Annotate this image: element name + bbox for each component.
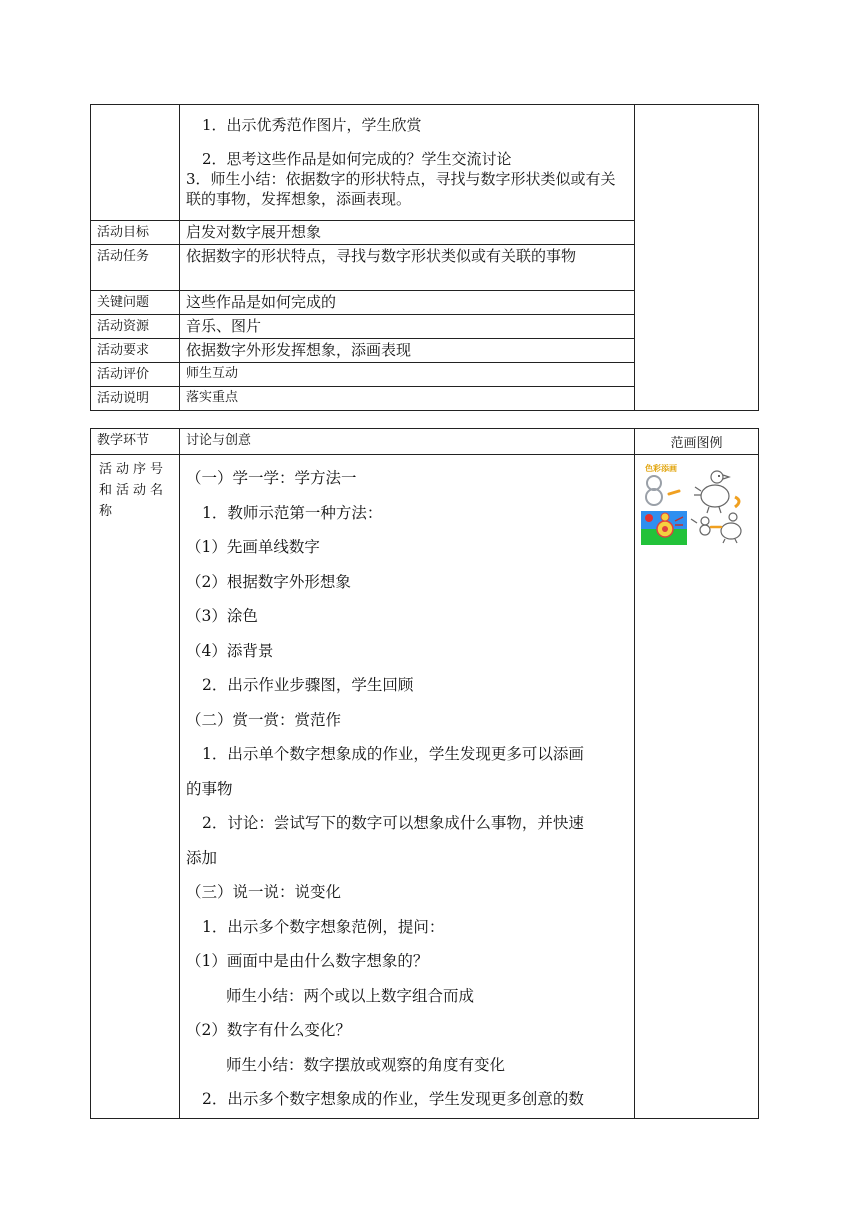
discussion-content [180, 455, 635, 1119]
row-label: 活动任务 [91, 245, 180, 291]
line: （1）画面中是由什么数字想象的？ [186, 952, 429, 970]
line: 的事物 [186, 779, 233, 798]
line: 2．讨论：尝试写下的数字可以想象成什么事物，并快速 [202, 814, 584, 832]
row-value: 依据数字外形发挥想象，添画表现 [180, 339, 635, 363]
row-value: 这些作品是如何完成的 [180, 291, 635, 315]
row-value: 启发对数字展开想象 [180, 221, 635, 245]
line: 2．出示作业步骤图，学生回顾 [202, 676, 414, 694]
line: 师生小结：数字摆放或观察的角度有变化 [226, 1055, 506, 1074]
intro-line-2: 2．思考这些作品是如何完成的？学生交流讨论 [202, 150, 512, 168]
line: 1．教师示范第一种方法： [202, 503, 383, 522]
row-label: 活动说明 [91, 387, 180, 411]
discussion-table [90, 428, 759, 1119]
example-image-cell [635, 455, 759, 1119]
row-value: 音乐、图片 [180, 315, 635, 339]
line: （2）数字有什么变化？ [186, 1021, 351, 1039]
line: （三）说一说：说变化 [186, 883, 342, 901]
empty-label-cell [91, 105, 180, 221]
row-value: 依据数字的形状特点，寻找与数字形状类似或有关联的事物 [180, 245, 635, 291]
line: 2．出示多个数字想象成的作业，学生发现更多创意的数 [202, 1090, 584, 1108]
side-empty-cell [635, 105, 759, 411]
intro-line-3: 3．师生小结：依据数字的形状特点，寻找与数字形状类似或有关联的事物，发挥想象，添画表现。 [186, 170, 616, 208]
activity-name-label: 活动序号和活动名称 [91, 455, 180, 1119]
line: 1．出示单个数字想象成的作业，学生发现更多可以添画 [202, 745, 584, 763]
colored-bird-panel [641, 511, 687, 545]
line: （2）根据数字外形想象 [186, 572, 351, 591]
activity-table [90, 104, 759, 411]
line: （二）赏一赏：赏范作 [186, 710, 342, 729]
line: （4）添背景 [186, 641, 274, 660]
example-caption: 色彩添画 [645, 464, 677, 473]
intro-cell [180, 105, 635, 221]
row-label: 活动评价 [91, 363, 180, 387]
row-label: 活动目标 [91, 221, 180, 245]
line: （3）涂色 [186, 607, 258, 625]
example-drawing-image [641, 461, 751, 545]
header-content: 讨论与创意 [180, 429, 635, 455]
row-label: 活动要求 [91, 339, 180, 363]
line: 师生小结：两个或以上数字组合而成 [226, 986, 475, 1005]
row-value: 师生互动 [180, 363, 635, 387]
line: 添加 [186, 848, 218, 867]
row-label: 关键问题 [91, 291, 180, 315]
intro-line-1: 1．出示优秀范作图片，学生欣赏 [202, 116, 422, 134]
line: 1．出示多个数字想象范例，提问： [202, 917, 445, 936]
line: （一）学一学：学方法一 [186, 469, 357, 487]
header-example: 范画图例 [635, 429, 759, 455]
line: （1）先画单线数字 [186, 538, 320, 556]
row-label: 活动资源 [91, 315, 180, 339]
row-value: 落实重点 [180, 387, 635, 411]
header-step: 教学环节 [91, 429, 180, 455]
